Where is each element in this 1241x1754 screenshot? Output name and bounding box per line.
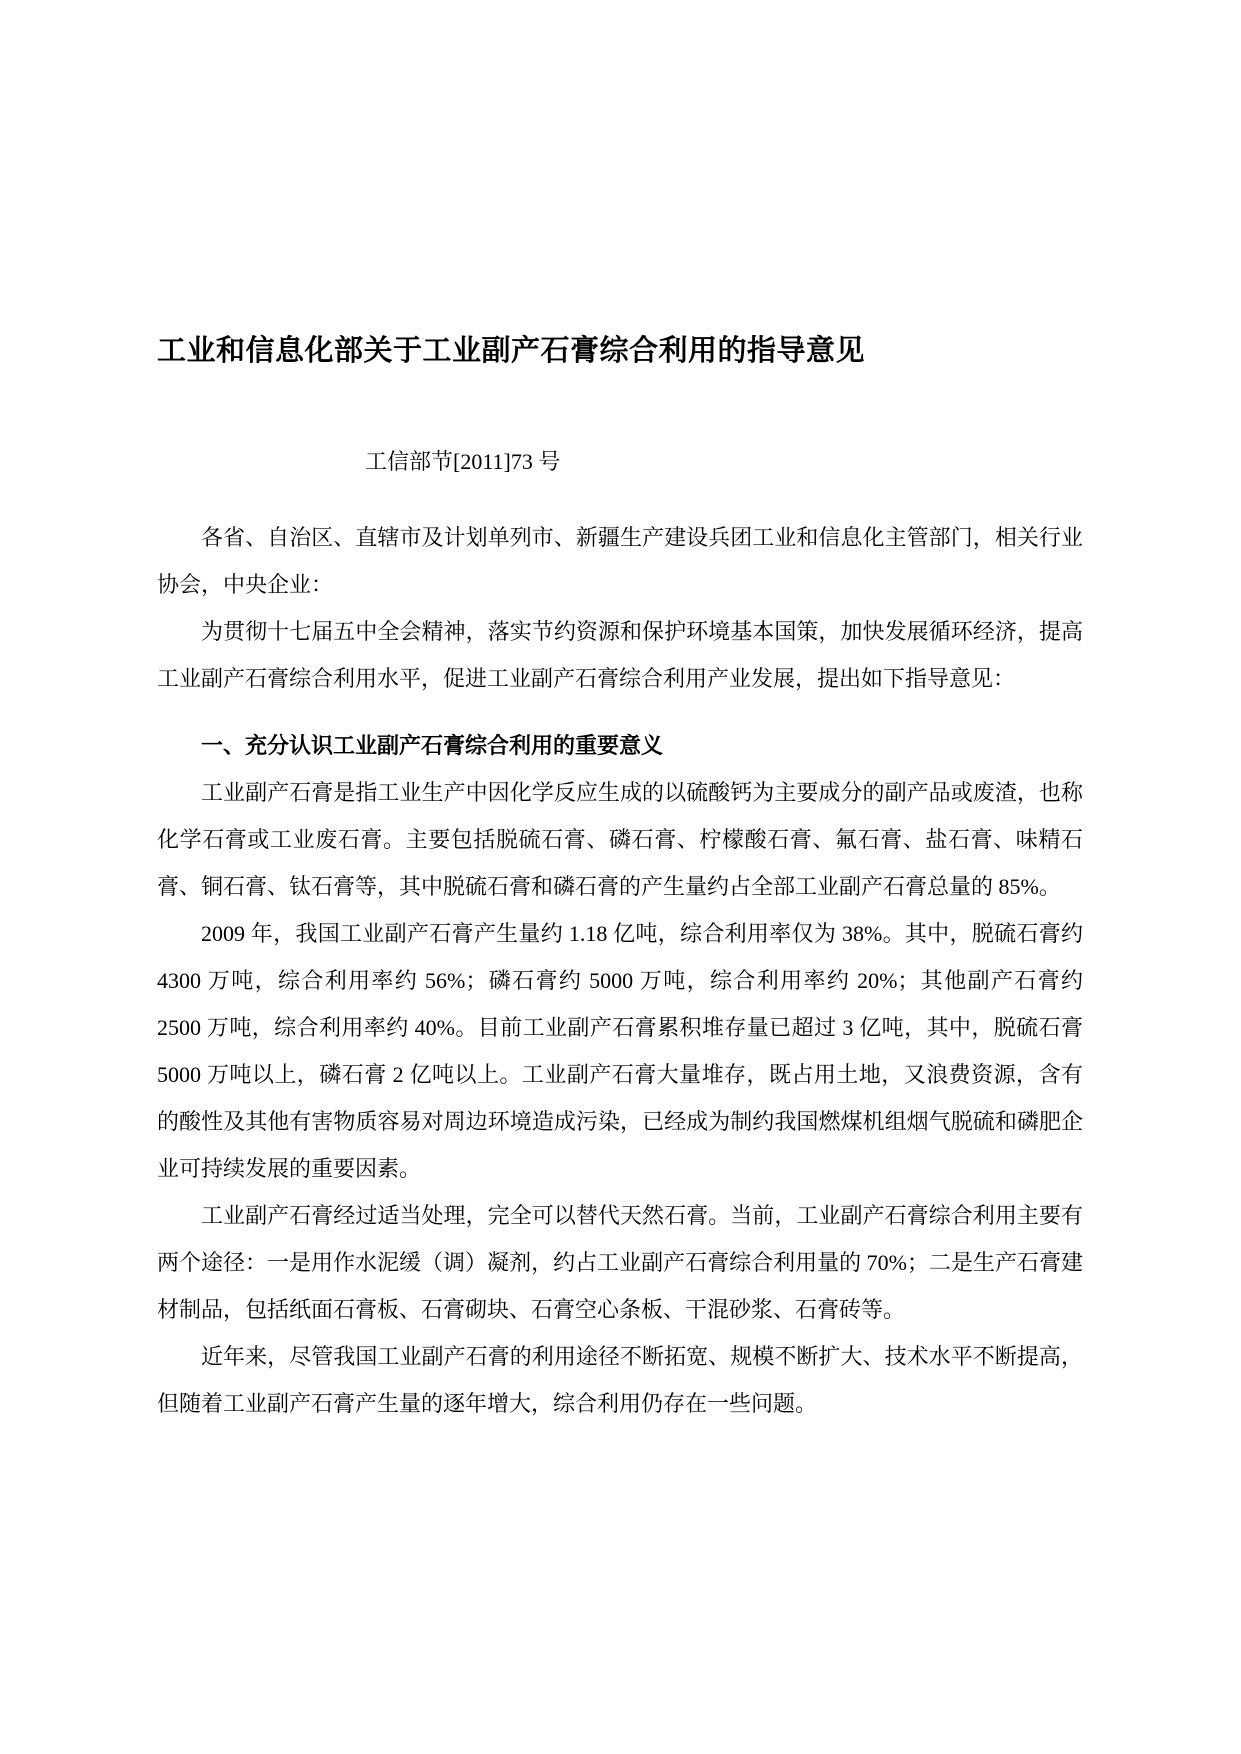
body-paragraph: 工业副产石膏是指工业生产中因化学反应生成的以硫酸钙为主要成分的副产品或废渣，也称化学石膏或工业废石膏。主要包括脱硫石膏、磷石膏、柠檬酸石膏、氟石膏、盐石膏、味精石膏、铜石膏、钛石膏等，其中脱硫石膏和磷石膏的产生量约占全部工业副产石膏总量的 85%。 bbox=[157, 780, 1083, 899]
body-paragraph: 为贯彻十七届五中全会精神，落实节约资源和保护环境基本国策，加快发展循环经济，提高工业副产石膏综合利用水平，促进工业副产石膏综合利用产业发展，提出如下指导意见： bbox=[157, 619, 1083, 691]
document-body bbox=[157, 514, 1083, 1427]
body-paragraph: 2009 年，我国工业副产石膏产生量约 1.18 亿吨，综合利用率仅为 38%。其中，脱硫石膏约 4300 万吨，综合利用率约 56%；磷石膏约 5000 万吨，综合利用率约 20%；其他副产石膏约 2500 万吨，综合利用率约 40%。目前工业副产石膏累积堆存量已超过 3 亿吨，其中，脱硫石膏 5000 万吨以上，磷石膏 2 亿吨以上。工业副产石膏大量堆存，既占用土地，又浪费资源，含有的酸性及其他有害物质容易对周边环境造成污染，已经成为制约我国燃煤机组烟气脱硫和磷肥企业可持续发展的重要因素。 bbox=[157, 921, 1083, 1181]
body-paragraph: 工业副产石膏经过适当处理，完全可以替代天然石膏。当前，工业副产石膏综合利用主要有两个途径：一是用作水泥缓（调）凝剂，约占工业副产石膏综合利用量的 70%；二是生产石膏建材制品，包括纸面石膏板、石膏砌块、石膏空心条板、干混砂浆、石膏砖等。 bbox=[157, 1203, 1083, 1322]
document-title: 工业和信息化部关于工业副产石膏综合利用的指导意见 bbox=[157, 335, 866, 367]
document-number: 工信部节[2011]73 号 bbox=[365, 449, 561, 474]
body-paragraph: 近年来，尽管我国工业副产石膏的利用途径不断拓宽、规模不断扩大、技术水平不断提高，但随着工业副产石膏产生量的逐年增大，综合利用仍存在一些问题。 bbox=[157, 1344, 1083, 1416]
section-heading: 一、充分认识工业副产石膏综合利用的重要意义 bbox=[201, 733, 664, 758]
body-paragraph: 各省、自治区、直辖市及计划单列市、新疆生产建设兵团工业和信息化主管部门，相关行业协会，中央企业： bbox=[157, 525, 1083, 597]
